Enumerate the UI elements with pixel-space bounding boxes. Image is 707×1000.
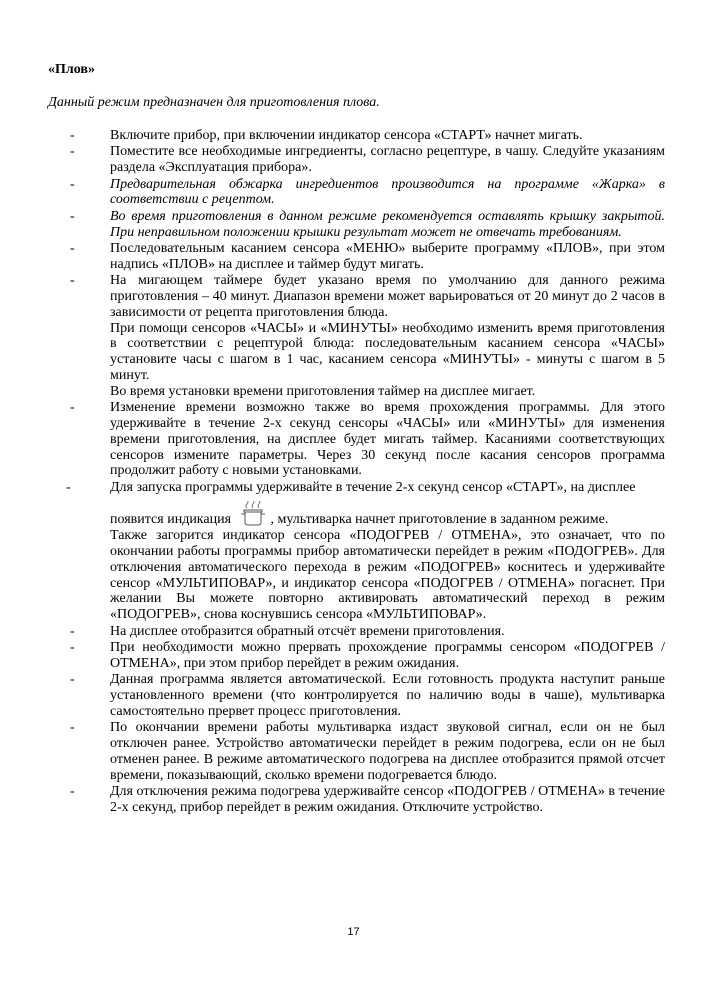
list-dash: - [70, 128, 75, 143]
list-item-text: Включите прибор, при включении индикатор сенсора «СТАРТ» начнет мигать. [110, 128, 583, 143]
list-item [0, 241, 665, 273]
list-item [0, 640, 665, 672]
cooking-pot-icon [237, 501, 269, 527]
indication-line [110, 501, 665, 528]
list-item-text: На мигающем таймере будет указано время по умолчанию для данного режима приготовления – 40 минут. Диапазон времени может варьироваться от 20 минут до 2 часов в зависимости от рецепта приготовления блюда. [110, 273, 665, 320]
list-item [0, 672, 665, 719]
list-item [0, 624, 665, 640]
list-dash: - [66, 479, 71, 495]
list-item-text: Изменение времени возможно также во время прохождения программы. Для этого удерживайте в течение 2-х секунд сенсоры «ЧАСЫ» или «МИНУТЫ» для изменения времени приготовления, на дисплее будет мигать таймер. Касаниями соответствующих сенсоров измените параметры. Через 30 секунд после касания сенсоров программа продолжит работу с новыми установками. [110, 400, 665, 479]
section-title: «Плов» [48, 62, 95, 77]
indication-text-after: , мультиварка начнет приготовление в заданном режиме. [270, 512, 609, 528]
list-dash: - [70, 144, 75, 160]
list-item [0, 480, 665, 623]
list-item-text: Во время приготовления в данном режиме рекомендуется оставлять крышку закрытой. При неправильном положении крышки результат может не отвечать требованиям. [110, 208, 665, 240]
list-item-text: Для запуска программы удерживайте в течение 2-х секунд сенсор «СТАРТ», на дисплее [110, 479, 636, 495]
list-item-text: По окончании времени работы мультиварка издаст звуковой сигнал, если он не был отключен ранее. Устройство автоматически перейдет в режим подогрева, если он не был отменен ранее. В режиме автоматического подогрева на дисплее отобразится прямой отсчет времени, показывающий, сколько времени подогревается блюдо. [110, 720, 665, 783]
list-item-text: Также загорится индикатор сенсора «ПОДОГРЕВ / ОТМЕНА», это означает, что по окончании работы программы прибор автоматически перейдет в режим «ПОДОГРЕВ». Для отключения автоматического перехода в режим «ПОДОГРЕВ» коснитесь и удерживайте сенсор «МУЛЬТИПОВАР», и индикатор сенсора «ПОДОГРЕВ / ОТМЕНА» погаснет. При желании Вы можете повторно активировать автоматический переход в режим «ПОДОГРЕВ», снова коснувшись сенсора «МУЛЬТИПОВАР». [110, 528, 665, 623]
list-item-text: На дисплее отобразится обратный отсчёт времени приготовления. [110, 623, 505, 639]
list-item-text: Во время установки времени приготовления таймер на дисплее мигает. [110, 383, 536, 399]
list-dash: - [70, 623, 75, 639]
list-dash: - [70, 672, 75, 688]
list-item-text: Поместите все необходимые ингредиенты, согласно рецептуре, в чашу. Следуйте указаниям раздела «Эксплуатация прибора». [110, 144, 665, 176]
page-number: 17 [347, 926, 360, 938]
list-item [0, 177, 665, 209]
list-dash: - [70, 784, 75, 799]
list-item [0, 209, 665, 241]
list-item-text: Предварительная обжарка ингредиентов производится на программе «Жарка» в соответствии с рецептом. [110, 176, 665, 208]
list-item-text: Данная программа является автоматической. Если готовность продукта наступит раньше установленного времени (что контролируется по наличию воды в чаше), мультиварка самостоятельно прервет процесс приготовления. [110, 672, 665, 719]
list-dash: - [70, 640, 75, 656]
indication-text-before: появится индикация [110, 512, 232, 528]
list-dash: - [70, 720, 75, 736]
list-dash: - [70, 240, 75, 256]
instruction-list [0, 128, 707, 816]
list-item [0, 273, 665, 399]
list-item-text: При помощи сенсоров «ЧАСЫ» и «МИНУТЫ» необходимо изменить время приготовления в соответствии с рецептурой блюда: последовательным касанием сенсора «ЧАСЫ» установите часы с шагом в 1 час, касанием сенсора «МИНУТЫ» - минуты с шагом в 5 минут. [110, 320, 665, 383]
list-dash: - [70, 176, 75, 192]
list-dash: - [70, 400, 75, 416]
list-item [0, 720, 665, 783]
list-item [0, 400, 665, 479]
section-subtitle: Данный режим предназначен для приготовления плова. [48, 95, 380, 110]
list-item-text: Для отключения режима подогрева удерживайте сенсор «ПОДОГРЕВ / ОТМЕНА» в течение 2-х секунд, прибор перейдет в режим ожидания. Отключите устройство. [110, 784, 665, 815]
list-item [0, 784, 665, 816]
list-item [0, 144, 665, 176]
list-item-text: При необходимости можно прервать прохождение программы сенсором «ПОДОГРЕВ / ОТМЕНА», при этом прибор перейдет в режим ожидания. [110, 640, 665, 671]
list-dash: - [70, 273, 75, 289]
list-dash: - [70, 208, 75, 224]
list-item-text: Последовательным касанием сенсора «МЕНЮ» выберите программу «ПЛОВ», при этом надпись «ПЛОВ» на дисплее и таймер будут мигать. [110, 240, 665, 272]
list-item [0, 128, 665, 144]
